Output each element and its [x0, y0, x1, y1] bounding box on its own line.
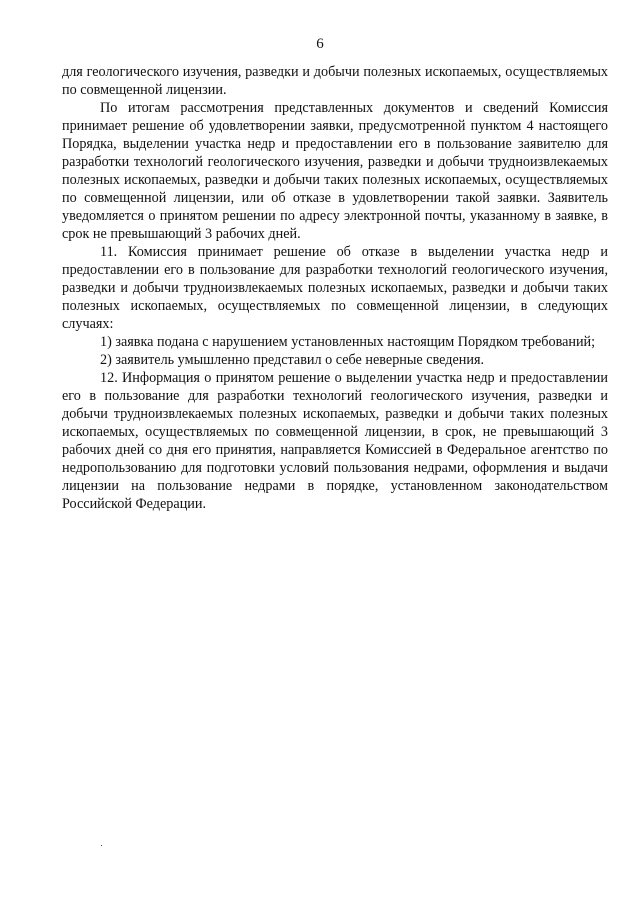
document-body: [62, 63, 608, 513]
page-number: 6: [316, 36, 324, 52]
list-item-case-1: 1) заявка подана с нарушением установленных настоящим Порядком требований;: [100, 334, 596, 350]
paragraph-item-12: 12. Информация о принятом решение о выделении участка недр и предоставлении его в пользование для разработки технологий геологического изучения, разведки и добычи трудноизвлекаемых полезных ископаемых, разведки и добычи таких полезных ископаемых, осуществляемых по совмещенной лицензии, в срок, не превышающий 3 рабочих дней со дня его принятия, направляется Комиссией в Федеральное агентство по недропользованию для подготовки условий пользования недрами, оформления и выдачи лицензии на пользование недрами в порядке, установленном законодательством Российской Федерации.: [62, 370, 608, 512]
list-item-case-2: 2) заявитель умышленно представил о себе неверные сведения.: [100, 352, 485, 368]
scan-speck: [101, 845, 102, 846]
paragraph-continuation: для геологического изучения, разведки и добычи полезных ископаемых, осуществляемых по совмещенной лицензии.: [62, 64, 608, 98]
paragraph-item-11: 11. Комиссия принимает решение об отказе в выделении участка недр и предоставлении его в пользование для разработки технологий геологического изучения, разведки и добычи трудноизвлекаемых полезных ископаемых, разведки и добычи таких полезных ископаемых, осуществляемых по совмещенной лицензии, в следующих случаях:: [62, 244, 608, 332]
paragraph-commission-decision: По итогам рассмотрения представленных документов и сведений Комиссия принимает решение об удовлетворении заявки, предусмотренной пунктом 4 настоящего Порядка, выделении участка недр и предоставлении его в пользование заявителю для разработки технологий геологического изучения, разведки и добычи трудноизвлекаемых полезных ископаемых, разведки и добычи таких полезных ископаемых, осуществляемых по совмещенной лицензии, или об отказе в удовлетворении такой заявки. Заявитель уведомляется о принятом решении по адресу электронной почты, указанному в заявке, в срок не превышающий 3 рабочих дней.: [62, 100, 608, 242]
